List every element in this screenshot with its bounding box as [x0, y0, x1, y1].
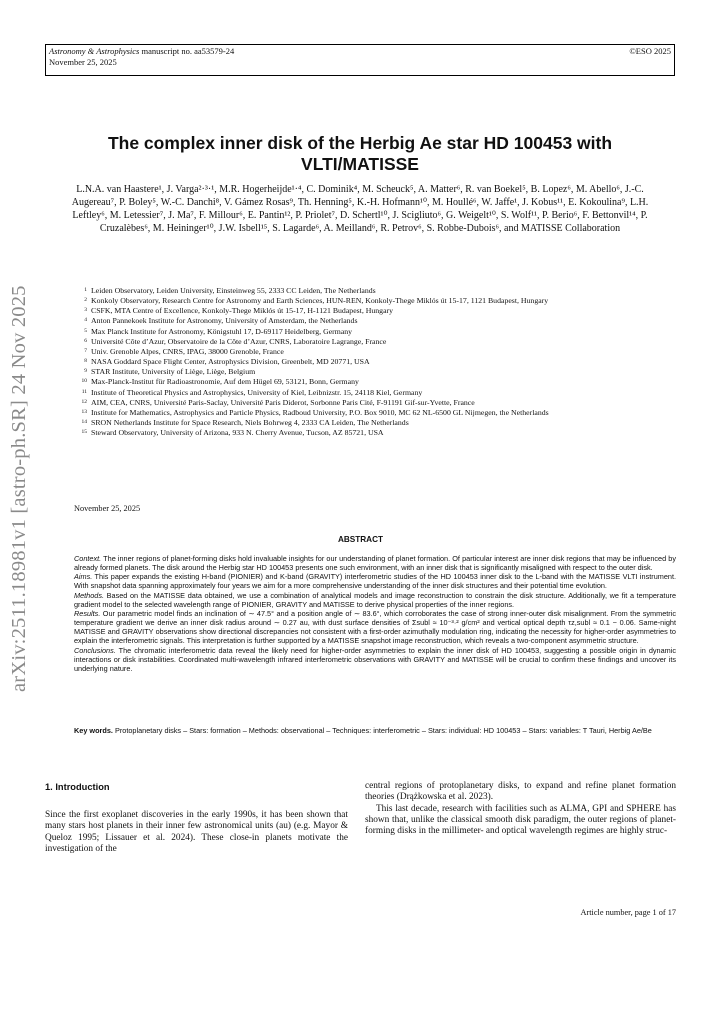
- abstract-aims: Aims. This paper expands the existing H-band (PIONIER) and K-band (GRAVITY) interferometric studies of the HD 100453 inner disk to the L-band with the MATISSE VLTI instrument. With snapshot data spanning approximately four years we aim for a more comprehensive understanding of the inner disk structures and their potential time evolution.: [74, 572, 676, 591]
- affiliation-item: 4 Anton Pannekoek Institute for Astronomy, University of Amsterdam, the Netherlands: [84, 316, 358, 326]
- intro-paragraph-continued: central regions of protoplanetary disks, to expand and refine planet formation theories (Drążkowska et al. 2023).: [365, 781, 676, 803]
- affiliation-item: 6 Université Côte d’Azur, Observatoire de la Côte d’Azur, CNRS, Laboratoire Lagrange, France: [84, 336, 387, 346]
- copyright: ©ESO 2025: [629, 46, 671, 56]
- abstract-body: [74, 554, 676, 673]
- affiliation-item: 1 Leiden Observatory, Leiden University, Einsteinweg 55, 2333 CC Leiden, The Netherlands: [84, 286, 376, 295]
- affiliation-item: 2 Konkoly Observatory, Research Centre for Astronomy and Earth Sciences, HUN-REN, Konkoly-Thege Miklós út 15-17, 1121 Budapest, Hungary: [84, 296, 549, 306]
- abstract-methods: Methods. Based on the MATISSE data obtained, we use a combination of analytical models and image reconstruction to constrain the disk structure. Additionally, we fit a temperature gradient model to the selected wavelength range of PIONIER, GRAVITY and MATISSE to derive physical properties of the inner regions.: [74, 590, 676, 609]
- page-footer: Article number, page 1 of 17: [580, 908, 676, 917]
- affiliation-item: 13 Institute for Mathematics, Astrophysics and Particle Physics, Radboud University, P.O. Box 9010, MC 62 NL-6500 GL Nijmegen, the Netherlands: [81, 407, 549, 417]
- manuscript-header: [45, 44, 675, 76]
- affiliation-item: 14 SRON Netherlands Institute for Space Research, Niels Bohrweg 4, 2333 CA Leiden, The Netherlands: [81, 418, 409, 428]
- header-date: November 25, 2025: [49, 57, 117, 67]
- abstract-results: Results. Our parametric model finds an inclination of ∼ 47.5° and a position angle of ∼ 83.6°, which corroborates the case of strong inner-outer disk misalignment. From the symmetric temperature gradient we derive an inner disk radius around ∼ 0.27 au, with dust surface densities of Σsubl ≈ 10⁻³·² g/cm² and vertical optical depth τz,subl ≈ 0.1 − 0.06. Same-night MATISSE and GRAVITY observations show directional discrepancies not consistent with a first-order azimuthally modulation ring, indicating the necessity for higher-order asymmetries to explain the interferometric signals. This interpretation is further supported by a MATISSE snapshot image reconstruction, which reveals a two-component asymmetric structure.: [74, 608, 676, 646]
- keywords: Key words. Protoplanetary disks – Stars: formation – Methods: observational – Techniques: interferometric – Stars: individual: HD 100453 – Stars: variables: T Tauri, Herbig Ae/Be: [74, 726, 652, 735]
- abstract-heading: ABSTRACT: [337, 535, 384, 544]
- journal-line: Astronomy & Astrophysics manuscript no. aa53579-24: [49, 46, 235, 56]
- affiliation-item: 11 Institute of Theoretical Physics and Astrophysics, University of Kiel, Leibnizstr. 15, 24118 Kiel, Germany: [81, 387, 423, 397]
- arxiv-stamp: arXiv:2511.18981v1 [astro-ph.SR] 24 Nov 2025: [8, 285, 30, 692]
- affiliation-item: 3 CSFK, MTA Centre of Excellence, Konkoly-Thege Miklós út 15-17, H-1121 Budapest, Hungary: [84, 306, 394, 316]
- right-column: [365, 781, 676, 837]
- abstract-conclusions: Conclusions. The chromatic interferometric data reveal the likely need for higher-order asymmetries to explain the inner disk of HD 100453, suggesting a possible origin in dynamic interactions or disk instabilities. Coordinated multi-wavelength infrared interferometric observations with GRAVITY and MATISSE will be crucial to confirm these findings and uncover its underlying nature.: [74, 645, 676, 673]
- author-list: L.N.A. van Haastere¹, J. Varga²·³·¹, M.R. Hogerheijde¹·⁴, C. Dominik⁴, M. Scheuck⁵, A. Matter⁶, R. van Boekel⁵, B. Lopez⁶, M. Abello⁶, J.-C. Augereau⁷, P. Boley⁵, W.-C. Danchi⁸, V. Gámez Rosas⁹, Th. Henning⁵, K.-H. Hofmann¹⁰, M. Houllé⁶, W. Jaffe¹, J. Kobus¹¹, E. Kokoulina⁹, L.H. Leftley⁶, M. Letessier⁷, J. Ma⁷, F. Millour⁶, E. Pantin¹², P. Priolet⁷, D. Schertl¹⁰, J. Scigliuto⁶, G. Weigelt¹⁰, S. Wolf¹¹, P. Berio⁶, F. Bettonvil¹⁴, P. Cruzalèbes⁶, M. Heininger¹⁰, J.W. Isbell¹⁵, S. Lagarde⁶, A. Meilland⁶, R. Petrov⁶, S. Robbe-Dubois⁶, and MATISSE Collaboration: [71, 184, 649, 235]
- left-column: [45, 810, 348, 855]
- intro-paragraph: Since the first exoplanet discoveries in the early 1990s, it has been shown that many stars host planets in their inner few astronomical units (au) (e.g. Mayor & Queloz 1995; Lissauer et al. 2024). These close-in planets motivate the investigation of the: [45, 810, 348, 854]
- paper-title: The complex inner disk of the Herbig Ae star HD 100453 with VLTI/MATISSE: [107, 133, 613, 174]
- affiliation-item: 10 Max-Planck-Institut für Radioastronomie, Auf dem Hügel 69, 53121, Bonn, Germany: [81, 377, 359, 387]
- affiliation-item: 8 NASA Goddard Space Flight Center, Astrophysics Division, Greenbelt, MD 20771, USA: [84, 357, 370, 367]
- intro-paragraph-2: This last decade, research with facilities such as ALMA, GPI and SPHERE has shown that, unlike the classical smooth disk paradigm, the outer regions of planet-forming disks in the millimeter- and optical wavelength regimes are highly struc-: [365, 803, 676, 837]
- affiliation-item: 5 Max Planck Institute for Astronomy, Königstuhl 17, D-69117 Heidelberg, Germany: [84, 326, 353, 336]
- affiliation-item: 12 AIM, CEA, CNRS, Université Paris-Saclay, Université Paris Diderot, Sorbonne Paris Cité, F-91191 Gif-sur-Yvette, France: [81, 397, 475, 407]
- affiliation-item: 7 Univ. Grenoble Alpes, CNRS, IPAG, 38000 Grenoble, France: [84, 346, 284, 356]
- affiliation-list: [74, 286, 674, 438]
- received-date: November 25, 2025: [74, 504, 141, 513]
- affiliation-item: 9 STAR Institute, University of Liège, Liège, Belgium: [84, 367, 256, 377]
- section-heading: 1. Introduction: [45, 782, 110, 792]
- affiliation-item: 15 Steward Observatory, University of Arizona, 933 N. Cherry Avenue, Tucson, AZ 85721, USA: [81, 428, 384, 438]
- abstract-context: Context. The inner regions of planet-forming disks hold invaluable insights for our understanding of planet formation. Of particular interest are inner disk regions that may be influenced by already formed planets. The disk around the Herbig star HD 100453 presents one such environment, with an inner disk that is significantly misaligned with respect to the outer disk.: [74, 554, 676, 573]
